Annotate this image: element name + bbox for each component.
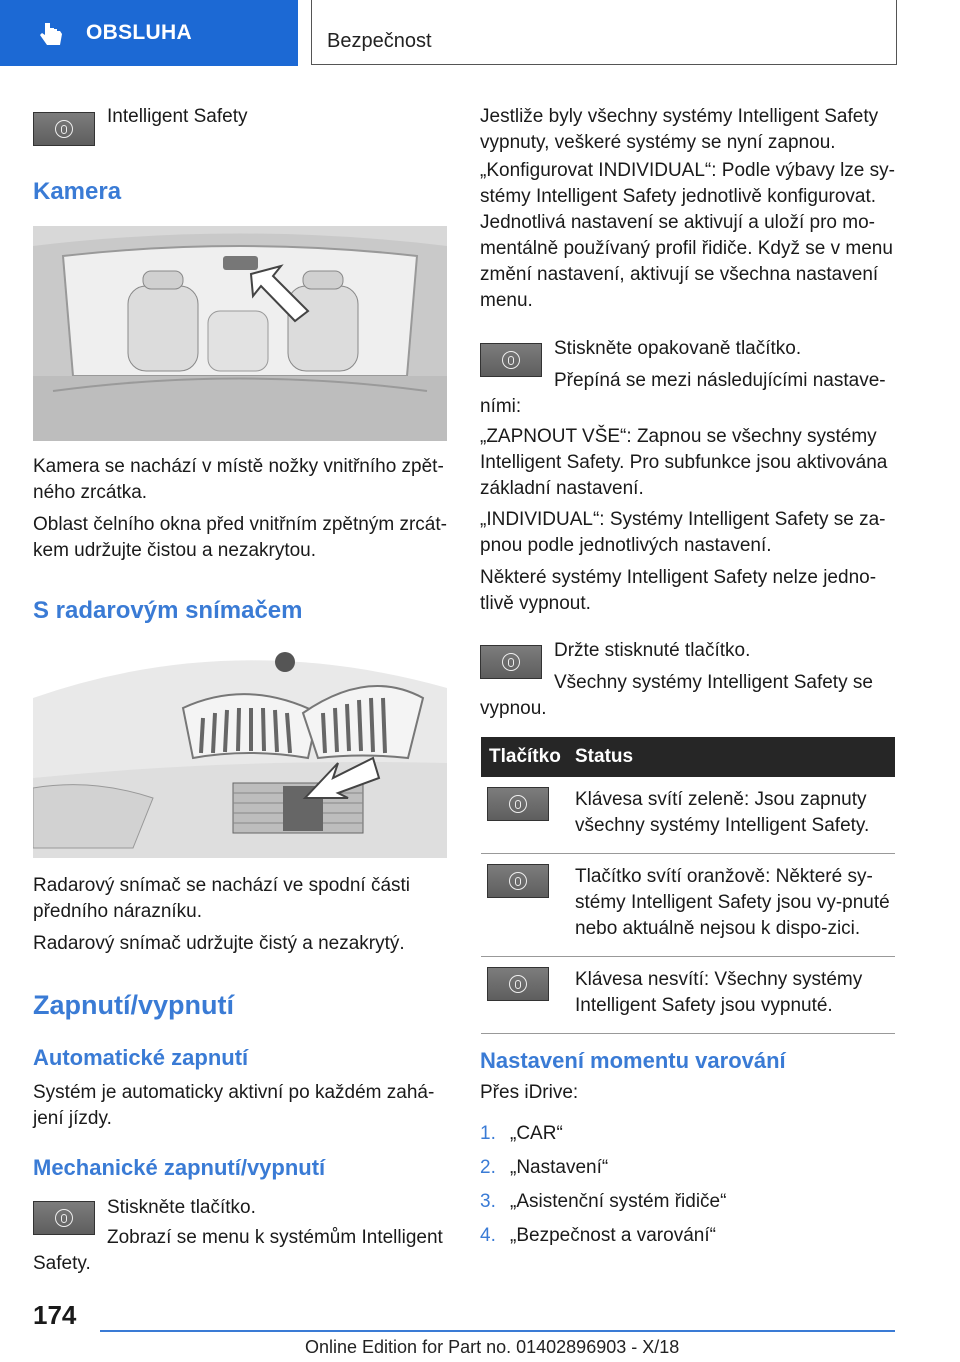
status-off-text: Klávesa nesvítí: Všechny systémy Intelligent Safety jsou vypnuté.: [567, 957, 895, 1034]
intelligent-safety-button-icon: [487, 864, 549, 898]
intelligent-safety-button-icon: [487, 967, 549, 1001]
warning-time-heading: Nastavení momentu varování: [480, 1048, 786, 1073]
radar-location-text: Radarový snímač se nachází ve spodní části předního nárazníku.: [33, 875, 411, 922]
tab-section-bezpecnost[interactable]: [311, 0, 897, 65]
cannot-disable-text: Některé systémy Intelligent Safety nelze jedno-tlivě vypnout.: [480, 567, 877, 614]
hand-pointer-icon: [36, 19, 66, 49]
list-item: 4. „Bezpečnost a varování“: [480, 1225, 716, 1246]
all-off-then-on-text: Jestliže byly všechny systémy Intelligent Safety vypnuty, veškeré systémy se nyní zapnou.: [480, 106, 879, 153]
switches-between-text: Přepíná se mezi následujícími nastave-ními:: [480, 370, 886, 417]
intelligent-safety-button-icon: [487, 787, 549, 821]
menu-displayed-text: Zobrazí se menu k systémům Intelligent Safety.: [33, 1227, 443, 1274]
table-header-button: Tlačítko: [481, 737, 567, 777]
configure-individual-text: „Konfigurovat INDIVIDUAL“: Podle výbavy lze sy-stémy Intelligent Safety jednotlivě konfigurovat. Jednotlivá nastavení se aktivují a uloží pro mo-mentálně používaný profil řidiče. Když se v menu změní nastavení, aktivují se všechna nastavení menu.: [480, 160, 895, 311]
press-repeatedly-text: Stiskněte opakovaně tlačítko.: [554, 338, 802, 359]
intro-label: Intelligent Safety: [107, 106, 248, 127]
auto-on-text: Systém je automaticky aktivní po každém zahá-jení jízdy.: [33, 1082, 435, 1129]
page-number: 174: [33, 1300, 77, 1330]
tab-obsluha-label: OBSLUHA: [86, 21, 192, 44]
camera-windshield-image: [33, 226, 447, 441]
list-item: 3. „Asistenční systém řidiče“: [480, 1191, 727, 1212]
status-green-text: Klávesa svítí zeleně: Jsou zapnuty všechny systémy Intelligent Safety.: [567, 777, 895, 854]
status-table: [481, 737, 895, 1034]
table-row: [481, 777, 895, 854]
press-button-text: Stiskněte tlačítko.: [107, 1197, 256, 1218]
intelligent-safety-button-icon: [33, 112, 95, 146]
camera-clean-text: Oblast čelního okna před vnitřním zpětným zrcát-kem udržujte čistou a nezakrytou.: [33, 514, 447, 561]
all-on-option-text: „ZAPNOUT VŠE“: Zapnou se všechny systémy Intelligent Safety. Pro subfunkce jsou aktivována základní nastavení.: [480, 426, 888, 499]
auto-on-heading: Automatické zapnutí: [33, 1045, 249, 1070]
camera-heading: Kamera: [33, 178, 122, 205]
header-bar: [0, 0, 960, 66]
on-off-heading: Zapnutí/vypnutí: [33, 990, 234, 1020]
section-title: Bezpečnost: [327, 30, 432, 52]
edition-text: Online Edition for Part no. 01402896903 - X/18: [305, 1337, 680, 1357]
tab-obsluha[interactable]: [0, 0, 298, 66]
footer-divider: [100, 1330, 895, 1332]
status-orange-text: Tlačítko svítí oranžově: Některé sy-stémy Intelligent Safety jsou vy-pnuté nebo aktuálně nejsou k dispo-zici.: [567, 854, 895, 957]
idrive-steps-list: [480, 1121, 726, 1257]
individual-option-text: „INDIVIDUAL“: Systémy Intelligent Safety se za-pnou podle jednotlivých nastavení.: [480, 509, 886, 556]
radar-clean-text: Radarový snímač udržujte čistý a nezakrytý.: [33, 933, 405, 954]
via-idrive-text: Přes iDrive:: [480, 1082, 579, 1103]
table-row: [481, 854, 895, 957]
mechanical-on-off-heading: Mechanické zapnutí/vypnutí: [33, 1155, 326, 1180]
table-row: [481, 957, 895, 1034]
list-item: 1. „CAR“: [480, 1123, 563, 1144]
hold-button-text: Držte stisknuté tlačítko.: [554, 640, 751, 661]
camera-location-text: Kamera se nachází v místě nožky vnitřního zpět-ného zrcátka.: [33, 456, 444, 503]
radar-sensor-bumper-image: [33, 638, 447, 858]
list-item: 2. „Nastavení“: [480, 1157, 609, 1178]
all-off-result-text: Všechny systémy Intelligent Safety se vypnou.: [480, 672, 873, 719]
radar-heading: S radarovým snímačem: [33, 597, 303, 624]
table-header-status: Status: [567, 737, 895, 777]
